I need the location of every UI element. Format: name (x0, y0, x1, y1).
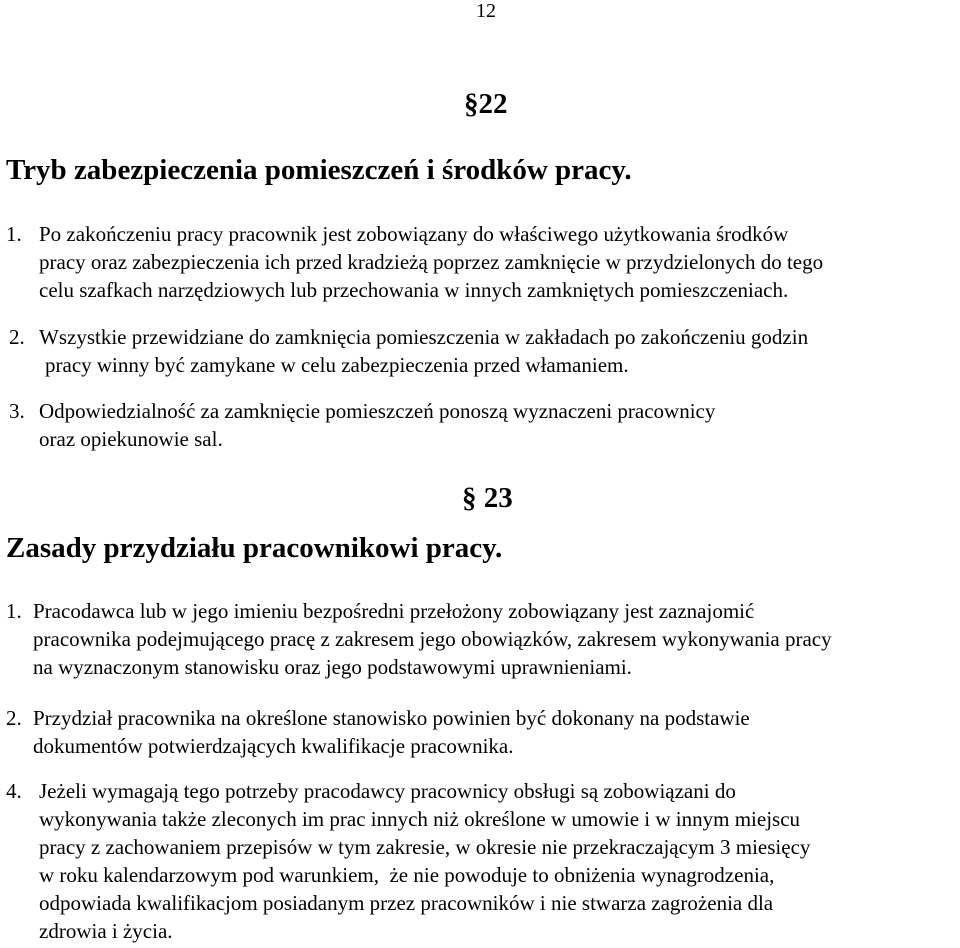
item-line: Odpowiedzialność za zamknięcie pomieszczeń ponoszą wyznaczeni pracownicy (39, 399, 716, 423)
item-line: dokumentów potwierdzających kwalifikacje pracownika. (33, 734, 514, 758)
item-line: Jeżeli wymagają tego potrzeby pracodawcy pracownicy obsługi są zobowiązani do (39, 779, 736, 803)
item-line: oraz opiekunowie sal. (39, 427, 223, 451)
item-line: pracy winny być zamykane w celu zabezpieczenia przed włamaniem. (45, 353, 629, 377)
item-line: Przydział pracownika na określone stanowisko powinien być dokonany na podstawie (33, 706, 750, 730)
item-line: Wszystkie przewidziane do zamknięcia pomieszczenia w zakładach po zakończeniu godzin (39, 325, 809, 349)
section-22-item-2 (9, 323, 808, 379)
section-23-title: Zasady przydziału pracownikowi pracy. (6, 532, 503, 564)
section-23-item-2 (6, 704, 750, 760)
item-line: celu szafkach narzędziowych lub przechowania w innych zamkniętych pomieszczeniach. (39, 278, 789, 302)
section-22-item-3 (9, 397, 715, 453)
item-line: w roku kalendarzowym pod warunkiem, że nie powoduje to obniżenia wynagrodzenia, (39, 863, 775, 887)
section-22-title: Tryb zabezpieczenia pomieszczeń i środków pracy. (6, 154, 632, 186)
item-number: 4. (6, 779, 22, 803)
item-number: 3. (9, 399, 25, 423)
item-line: wykonywania także zleconych im prac innych niż określone w umowie i w innym miejscu (39, 807, 801, 831)
section-23-item-4 (6, 777, 810, 945)
item-line: Po zakończeniu pracy pracownik jest zobowiązany do właściwego użytkowania środków (39, 222, 789, 246)
item-line: odpowiada kwalifikacjom posiadanym przez pracowników i nie stwarza zagrożenia dla (39, 891, 774, 915)
item-number: 1. (6, 599, 22, 623)
section-23-item-1 (6, 597, 832, 681)
item-number: 2. (9, 325, 25, 349)
item-line: pracy z zachowaniem przepisów w tym zakresie, w okresie nie przekraczającym 3 miesięcy (39, 835, 811, 859)
section-23-mark: § 23 (462, 482, 513, 514)
item-line: na wyznaczonym stanowisku oraz jego podstawowymi uprawnieniami. (33, 655, 632, 679)
item-number: 1. (6, 222, 22, 246)
page-number: 12 (476, 0, 496, 22)
item-number: 2. (6, 706, 22, 730)
item-line: pracownika podejmującego pracę z zakresem jego obowiązków, zakresem wykonywania pracy (33, 627, 832, 651)
item-line: zdrowia i życia. (39, 919, 173, 943)
item-line: Pracodawca lub w jego imieniu bezpośredni przełożony zobowiązany jest zaznajomić (33, 599, 755, 623)
item-line: pracy oraz zabezpieczenia ich przed kradzieżą poprzez zamknięcie w przydzielonych do tego (39, 250, 824, 274)
section-22-mark: §22 (464, 88, 508, 120)
section-22-item-1 (6, 220, 823, 304)
